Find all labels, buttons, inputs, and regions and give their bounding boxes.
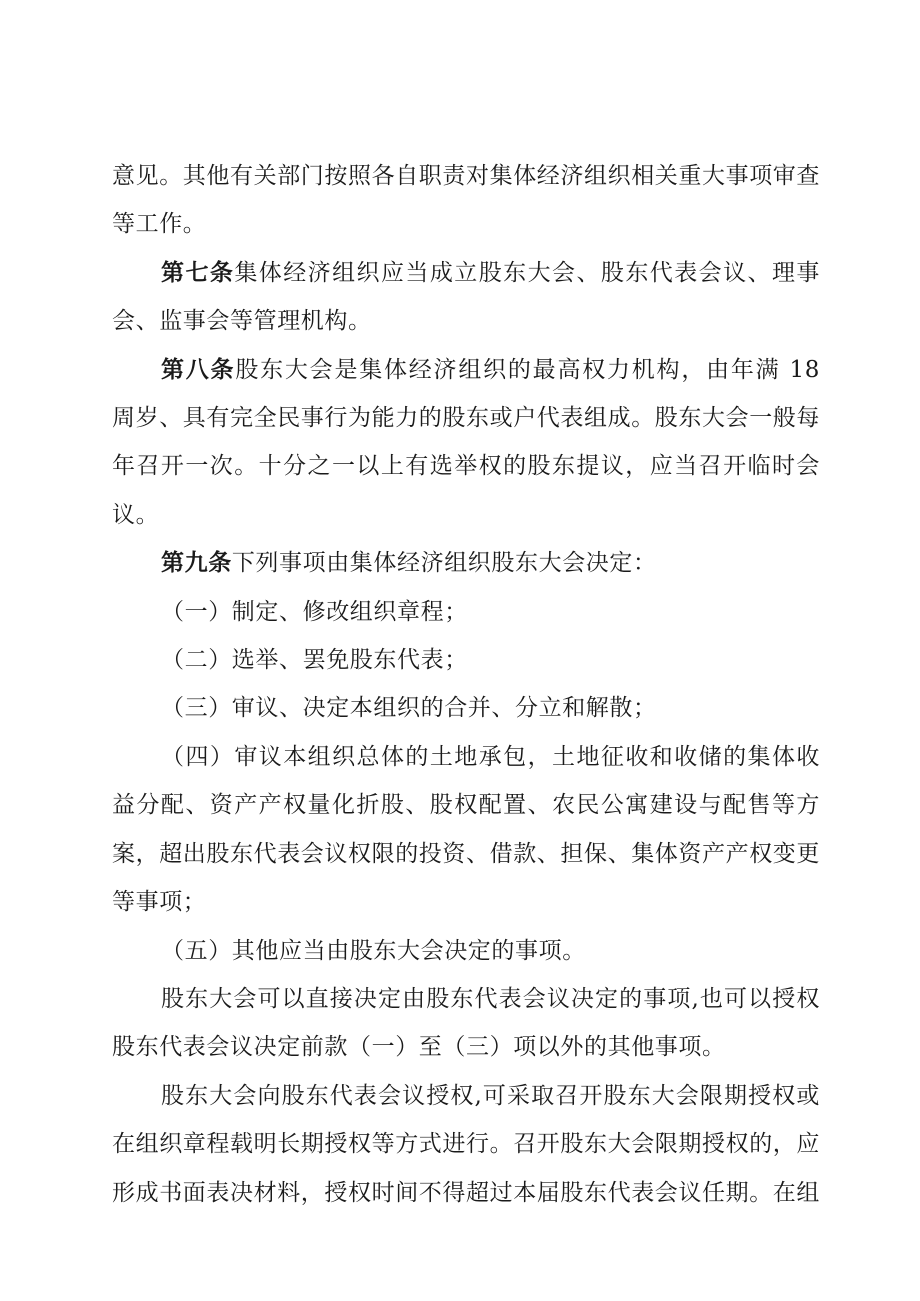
- paragraph: [112, 346, 820, 540]
- paragraph-text: 意见。其他有关部门按照各自职责对集体经济组织相关重大事项审查等工作。: [112, 163, 820, 238]
- paragraph: [112, 539, 820, 587]
- paragraph: [112, 684, 820, 732]
- document-body: [112, 152, 820, 1217]
- paragraph: [112, 927, 820, 975]
- paragraph: [112, 249, 820, 346]
- paragraph-text: （三）审议、决定本组织的合并、分立和解散；: [161, 695, 657, 722]
- paragraph: [112, 152, 820, 249]
- paragraph: [112, 975, 820, 1072]
- paragraph-text: （四）审议本组织总体的土地承包，土地征收和收储的集体收益分配、资产产权量化折股、股权配置、农民公寓建设与配售等方案，超出股东代表会议权限的投资、借款、担保、集体资产产权变更等事项；: [112, 743, 820, 916]
- article-number-label: 第七条: [161, 258, 235, 286]
- paragraph-text: 下列事项由集体经济组织股东大会决定：: [231, 550, 657, 577]
- paragraph-text: 集体经济组织应当成立股东大会、股东代表会议、理事会、监事会等管理机构。: [112, 259, 820, 335]
- paragraph: [112, 1072, 820, 1217]
- article-number-label: 第八条: [161, 355, 236, 383]
- paragraph-text: （二）选举、罢免股东代表；: [161, 647, 468, 674]
- paragraph-text: （五）其他应当由股东大会决定的事项。: [161, 937, 586, 964]
- paragraph-text: 股东大会是集体经济组织的最高权力机构，由年满 18 周岁、具有完全民事行为能力的股东或户代表组成。股东大会一般每年召开一次。十分之一以上有选举权的股东提议，应当召开临时会议。: [112, 356, 820, 528]
- paragraph: [112, 733, 820, 927]
- paragraph: [112, 588, 820, 636]
- article-number-label: 第九条: [161, 549, 232, 577]
- paragraph: [112, 636, 820, 684]
- paragraph-text: （一）制定、修改组织章程；: [161, 598, 468, 625]
- paragraph-text: 股东大会可以直接决定由股东代表会议决定的事项,也可以授权股东代表会议决定前款（一）至（三）项以外的其他事项。: [112, 985, 820, 1061]
- paragraph-text: 股东大会向股东代表会议授权,可采取召开股东大会限期授权或在组织章程载明长期授权等方式进行。召开股东大会限期授权的，应形成书面表决材料，授权时间不得超过本届股东代表会议任期。在组: [112, 1082, 820, 1206]
